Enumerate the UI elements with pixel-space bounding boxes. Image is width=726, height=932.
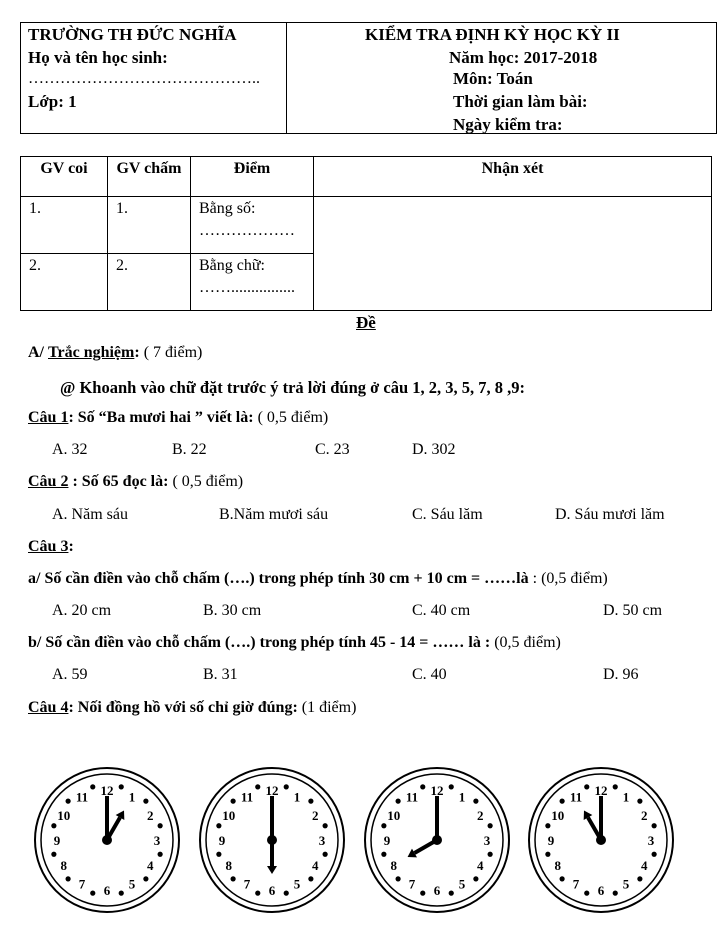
- header-left-cell: [21, 23, 287, 134]
- q3a-points: : (0,5 điểm): [528, 570, 608, 587]
- clock-number-6: 6: [597, 883, 605, 898]
- clock-number-3: 3: [318, 833, 326, 848]
- clock-tick-dot: [143, 799, 148, 804]
- class-label: Lớp: 1: [28, 92, 77, 111]
- clock-number-5: 5: [293, 876, 301, 892]
- clock-number-5: 5: [622, 876, 630, 892]
- clock-tick-dot: [420, 891, 425, 896]
- clock-tick-dot: [51, 852, 56, 857]
- q1-label: Câu 1: [28, 409, 69, 426]
- q3b-option-b[interactable]: B. 31: [203, 666, 238, 683]
- q3-colon: :: [68, 538, 74, 555]
- header-gv-cham: GV chấm: [108, 157, 191, 197]
- q1-points: ( 0,5 điểm): [253, 409, 329, 426]
- clock-number-1: 1: [293, 789, 301, 805]
- clock-tick-dot: [119, 784, 124, 789]
- section-a-title: Trắc nghiệm: [48, 344, 135, 361]
- clock-number-11: 11: [75, 789, 89, 805]
- clock-number-4: 4: [477, 858, 484, 873]
- header-gv-coi: GV coi: [21, 157, 108, 197]
- clock-tick-dot: [584, 784, 589, 789]
- clock-tick-dot: [66, 799, 71, 804]
- q1-text: : Số “Ba mươi hai ” viết là:: [68, 409, 254, 426]
- clock-1[interactable]: [35, 768, 179, 912]
- q3b-option-c[interactable]: C. 40: [412, 666, 447, 683]
- student-name-dots[interactable]: ……………………………………..: [28, 70, 260, 87]
- q3-label: Câu 3: [28, 538, 69, 555]
- instruction: @ Khoanh vào chữ đặt trước ý trả lời đúng ở câu 1, 2, 3, 5, 7, 8 ,9:: [60, 378, 525, 397]
- q2-option-b[interactable]: B.Năm mươi sáu: [219, 506, 329, 523]
- clock-tick-dot: [216, 823, 221, 828]
- clock-number-5: 5: [458, 876, 466, 892]
- clock-tick-dot: [473, 799, 478, 804]
- q2-option-c[interactable]: C. Sáu lăm: [412, 506, 483, 523]
- school-name: TRƯỜNG TH ĐỨC NGHĨA: [28, 25, 237, 44]
- header-right-cell: [287, 23, 717, 134]
- clock-number-10: 10: [222, 808, 236, 823]
- clock-number-11: 11: [240, 789, 254, 805]
- clock-number-12: 12: [430, 783, 444, 798]
- clock-tick-dot: [158, 823, 163, 828]
- school-year: Năm học: 2017-2018: [449, 48, 598, 67]
- q3a-option-c[interactable]: C. 40 cm: [412, 602, 471, 619]
- q1-option-c[interactable]: C. 23: [315, 441, 350, 458]
- q1-option-a[interactable]: A. 32: [52, 441, 88, 458]
- subject: Môn: Toán: [453, 69, 533, 88]
- clock-tick-dot: [119, 891, 124, 896]
- student-name-label: Họ và tên học sinh:: [28, 48, 168, 67]
- clock-tick-dot: [613, 891, 618, 896]
- row2-gv-coi[interactable]: 2.: [21, 254, 108, 311]
- q1-prompt: [28, 409, 328, 427]
- q4-prompt: [28, 699, 356, 717]
- clock-tick-dot: [158, 852, 163, 857]
- exam-date-label: Ngày kiểm tra:: [453, 115, 563, 134]
- clock-number-6: 6: [103, 883, 111, 898]
- clock-number-7: 7: [78, 876, 86, 892]
- clock-tick-dot: [90, 784, 95, 789]
- duration-label: Thời gian làm bài:: [453, 92, 588, 111]
- grade-table: [20, 156, 712, 311]
- clock-number-4: 4: [641, 858, 648, 873]
- clock-number-8: 8: [390, 858, 397, 873]
- clock-tick-dot: [637, 876, 642, 881]
- clock-number-9: 9: [218, 833, 226, 848]
- clock-tick-dot: [323, 823, 328, 828]
- score-number-label: Bằng số:: [199, 200, 256, 217]
- q3a-option-a[interactable]: A. 20 cm: [52, 602, 112, 619]
- q3a-option-b[interactable]: B. 30 cm: [203, 602, 262, 619]
- q2-prompt: [28, 473, 243, 491]
- clock-number-2: 2: [641, 808, 648, 823]
- q4-points: (1 điểm): [297, 699, 357, 716]
- clock-tick-dot: [216, 852, 221, 857]
- clock-number-10: 10: [387, 808, 401, 823]
- q3b-option-a[interactable]: A. 59: [52, 666, 88, 683]
- clock-tick-dot: [90, 891, 95, 896]
- q1-option-d[interactable]: D. 302: [412, 441, 456, 458]
- clock-number-10: 10: [551, 808, 565, 823]
- clock-tick-dot: [231, 799, 236, 804]
- clock-tick-dot: [584, 891, 589, 896]
- q3a-option-d[interactable]: D. 50 cm: [603, 602, 663, 619]
- clock-number-12: 12: [100, 783, 114, 798]
- q3b-option-d[interactable]: D. 96: [603, 666, 639, 683]
- clock-number-4: 4: [312, 858, 319, 873]
- clock-tick-dot: [449, 784, 454, 789]
- clock-tick-dot: [255, 784, 260, 789]
- q4-text: : Nối đồng hồ với số chỉ giờ đúng:: [68, 699, 298, 716]
- clock-center: [267, 835, 277, 845]
- clock-tick-dot: [488, 852, 493, 857]
- clock-tick-dot: [613, 784, 618, 789]
- row2-gv-cham[interactable]: 2.: [108, 254, 191, 311]
- clock-number-8: 8: [60, 858, 67, 873]
- q2-points: ( 0,5 điểm): [168, 473, 244, 490]
- clock-tick-dot: [560, 876, 565, 881]
- clock-tick-dot: [652, 852, 657, 857]
- clock-number-1: 1: [622, 789, 630, 805]
- clock-number-9: 9: [53, 833, 61, 848]
- clock-center: [432, 835, 442, 845]
- q3a-text: a/ Số cần điền vào chỗ chấm (….) trong phép tính 30 cm + 10 cm = ……là: [28, 570, 529, 587]
- clock-number-7: 7: [243, 876, 251, 892]
- clock-tick-dot: [231, 876, 236, 881]
- clock-number-8: 8: [554, 858, 561, 873]
- clock-number-2: 2: [312, 808, 319, 823]
- comment-cell[interactable]: [314, 197, 712, 311]
- clock-number-3: 3: [483, 833, 491, 848]
- clock-number-2: 2: [477, 808, 484, 823]
- clock-tick-dot: [51, 823, 56, 828]
- q4-label: Câu 4: [28, 699, 69, 716]
- clock-number-12: 12: [594, 783, 608, 798]
- clock-tick-dot: [637, 799, 642, 804]
- header-diem: Điểm: [191, 157, 314, 197]
- q1-option-b[interactable]: B. 22: [172, 441, 207, 458]
- clock-tick-dot: [420, 784, 425, 789]
- header-nhan-xet: Nhận xét: [314, 157, 712, 197]
- clocks-group: [0, 760, 726, 930]
- row1-gv-coi[interactable]: 1.: [21, 197, 108, 254]
- clock-tick-dot: [381, 823, 386, 828]
- clock-tick-dot: [143, 876, 148, 881]
- score-word-label: Bằng chữ:: [199, 257, 265, 274]
- clock-number-7: 7: [408, 876, 416, 892]
- clock-number-11: 11: [405, 789, 419, 805]
- q2-text: : Số 65 đọc là:: [68, 473, 169, 490]
- section-a-colon: :: [134, 344, 140, 361]
- section-a-label: A/: [28, 344, 44, 361]
- clock-tick-dot: [308, 876, 313, 881]
- clock-number-9: 9: [383, 833, 391, 848]
- clock-tick-dot: [381, 852, 386, 857]
- q3a-prompt: [28, 570, 608, 588]
- clock-number-7: 7: [572, 876, 580, 892]
- clock-center: [596, 835, 606, 845]
- clock-number-1: 1: [128, 789, 136, 805]
- q3b-prompt: [28, 634, 561, 652]
- clock-tick-dot: [545, 852, 550, 857]
- q2-option-a[interactable]: A. Năm sáu: [52, 506, 128, 523]
- clock-number-3: 3: [647, 833, 655, 848]
- clock-number-4: 4: [147, 858, 154, 873]
- clock-tick-dot: [396, 799, 401, 804]
- score-number-dots: ………………: [199, 222, 295, 239]
- clock-tick-dot: [545, 823, 550, 828]
- clock-tick-dot: [449, 891, 454, 896]
- clock-tick-dot: [284, 891, 289, 896]
- row1-gv-cham[interactable]: 1.: [108, 197, 191, 254]
- clock-4[interactable]: [529, 768, 673, 912]
- clock-tick-dot: [396, 876, 401, 881]
- clock-tick-dot: [488, 823, 493, 828]
- clock-tick-dot: [473, 876, 478, 881]
- clock-number-6: 6: [268, 883, 276, 898]
- de-title: Đề: [356, 313, 376, 332]
- clock-number-11: 11: [569, 789, 583, 805]
- score-word-dots: ……................: [199, 279, 295, 296]
- section-a-points: ( 7 điểm): [139, 344, 203, 361]
- clock-number-5: 5: [128, 876, 136, 892]
- clock-number-6: 6: [433, 883, 441, 898]
- clock-tick-dot: [255, 891, 260, 896]
- clock-tick-dot: [308, 799, 313, 804]
- clock-tick-dot: [560, 799, 565, 804]
- section-a-heading: [28, 344, 202, 362]
- clock-center: [102, 835, 112, 845]
- clock-tick-dot: [323, 852, 328, 857]
- clock-number-2: 2: [147, 808, 154, 823]
- clock-tick-dot: [652, 823, 657, 828]
- clock-number-10: 10: [57, 808, 71, 823]
- clock-number-8: 8: [225, 858, 232, 873]
- q2-label: Câu 2: [28, 473, 69, 490]
- clock-tick-dot: [66, 876, 71, 881]
- header-table: [20, 22, 717, 134]
- q2-option-d[interactable]: D. Sáu mươi lăm: [555, 506, 665, 523]
- row2-diem[interactable]: [191, 254, 314, 311]
- row1-diem[interactable]: [191, 197, 314, 254]
- exam-title: KIỂM TRA ĐỊNH KỲ HỌC KỲ II: [365, 25, 620, 44]
- clock-3[interactable]: [365, 768, 509, 912]
- clock-tick-dot: [284, 784, 289, 789]
- q3-heading: [28, 538, 74, 556]
- clock-number-12: 12: [265, 783, 279, 798]
- q3b-text: b/ Số cần điền vào chỗ chấm (….) trong phép tính 45 - 14 = …… là :: [28, 634, 491, 651]
- clock-number-3: 3: [153, 833, 161, 848]
- clock-number-1: 1: [458, 789, 466, 805]
- clock-number-9: 9: [547, 833, 555, 848]
- q3b-points: (0,5 điểm): [490, 634, 561, 651]
- clock-2[interactable]: [200, 768, 344, 912]
